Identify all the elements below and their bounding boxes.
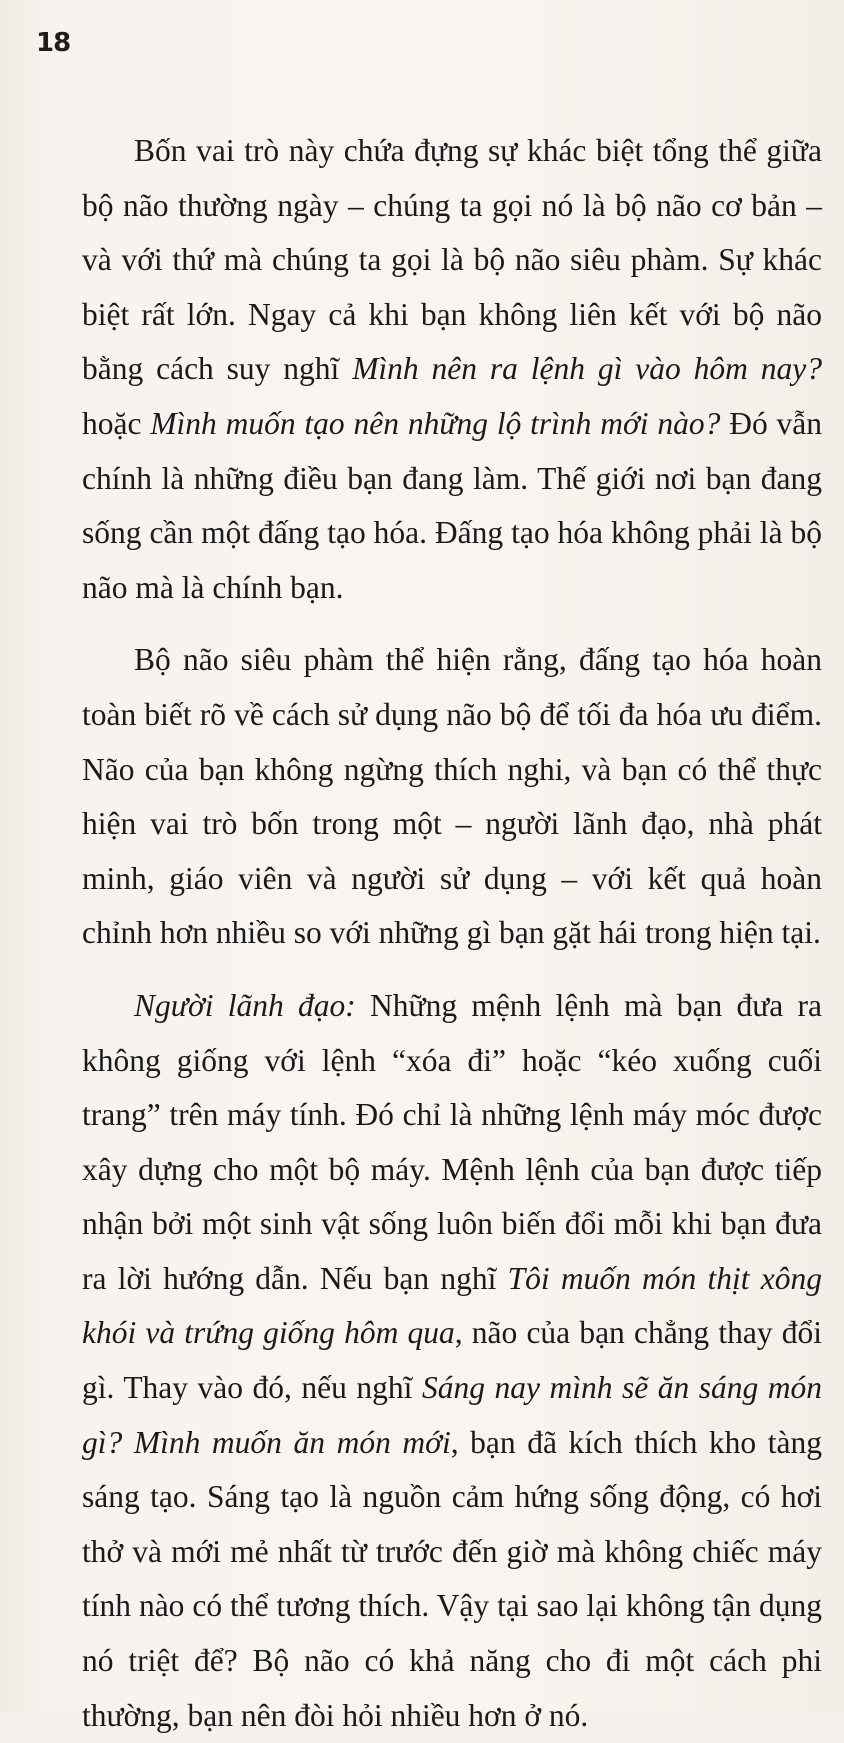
paragraph-1 (82, 124, 822, 615)
paragraph-3-segment-1: Người lãnh đạo: (134, 987, 356, 1023)
paragraph-3-segment-5: Sáng nay mình sẽ ăn sáng món gì? Mình muốn ăn món mới (82, 1370, 823, 1460)
paragraph-1-segment-2: Mình nên ra lệnh gì vào hôm nay? (352, 351, 822, 387)
paragraph-3 (82, 979, 822, 1743)
body-text (82, 124, 822, 1743)
paragraph-1-segment-4: Mình muốn tạo nên những lộ trình mới nào? (150, 405, 721, 441)
paragraph-1-segment-1: Bốn vai trò này chứa đựng sự khác biệt tổng thể giữa bộ não thường ngày – chúng ta gọi nó là bộ não cơ bản – và với thứ mà chúng ta gọi là bộ não siêu phàm. Sự khác biệt rất lớn. Ngay cả khi bạn không liên kết với bộ não bằng cách suy nghĩ (82, 133, 822, 387)
paragraph-2-segment-1: Bộ não siêu phàm thể hiện rằng, đấng tạo hóa hoàn toàn biết rõ về cách sử dụng não bộ để tối đa hóa ưu điểm. Não của bạn không ngừng thích nghi, và bạn có thể thực hiện vai trò bốn trong một – người lãnh đạo, nhà phát minh, giáo viên và người sử dụng – với kết quả hoàn chỉnh hơn nhiều so với những gì bạn gặt hái trong hiện tại. (82, 642, 822, 951)
paragraph-3-segment-3: Tôi muốn món thịt xông khói và trứng giống hôm qua (82, 1260, 822, 1351)
paragraph-3-segment-2: Những mệnh lệnh mà bạn đưa ra không giống với lệnh “xóa đi” hoặc “kéo xuống cuối trang” trên máy tính. Đó chỉ là những lệnh máy móc được xây dựng cho một bộ máy. Mệnh lệnh của bạn được tiếp nhận bởi một sinh vật sống luôn biến đổi mỗi khi bạn đưa ra lời hướng dẫn. Nếu bạn nghĩ (82, 987, 823, 1296)
page-number: 18 (36, 28, 71, 58)
paragraph-3-segment-6: , bạn đã kích thích kho tàng sáng tạo. Sáng tạo là nguồn cảm hứng sống động, có hơi thở và mới mẻ nhất từ trước đến giờ mà không chiếc máy tính nào có thể tương thích. Vậy tại sao lại không tận dụng nó triệt để? Bộ não có khả năng cho đi một cách phi thường, bạn nên đòi hỏi nhiều hơn ở nó. (82, 1424, 822, 1733)
paragraph-1-segment-5: Đó vẫn chính là những điều bạn đang làm. Thế giới nơi bạn đang sống cần một đấng tạo hóa. Đấng tạo hóa không phải là bộ não mà là chính bạn. (82, 405, 823, 605)
paragraph-2 (82, 633, 822, 961)
paragraph-3-segment-4: , não của bạn chẳng thay đổi gì. Thay vào đó, nếu nghĩ (82, 1315, 823, 1406)
paragraph-1-segment-3: hoặc (82, 405, 151, 441)
